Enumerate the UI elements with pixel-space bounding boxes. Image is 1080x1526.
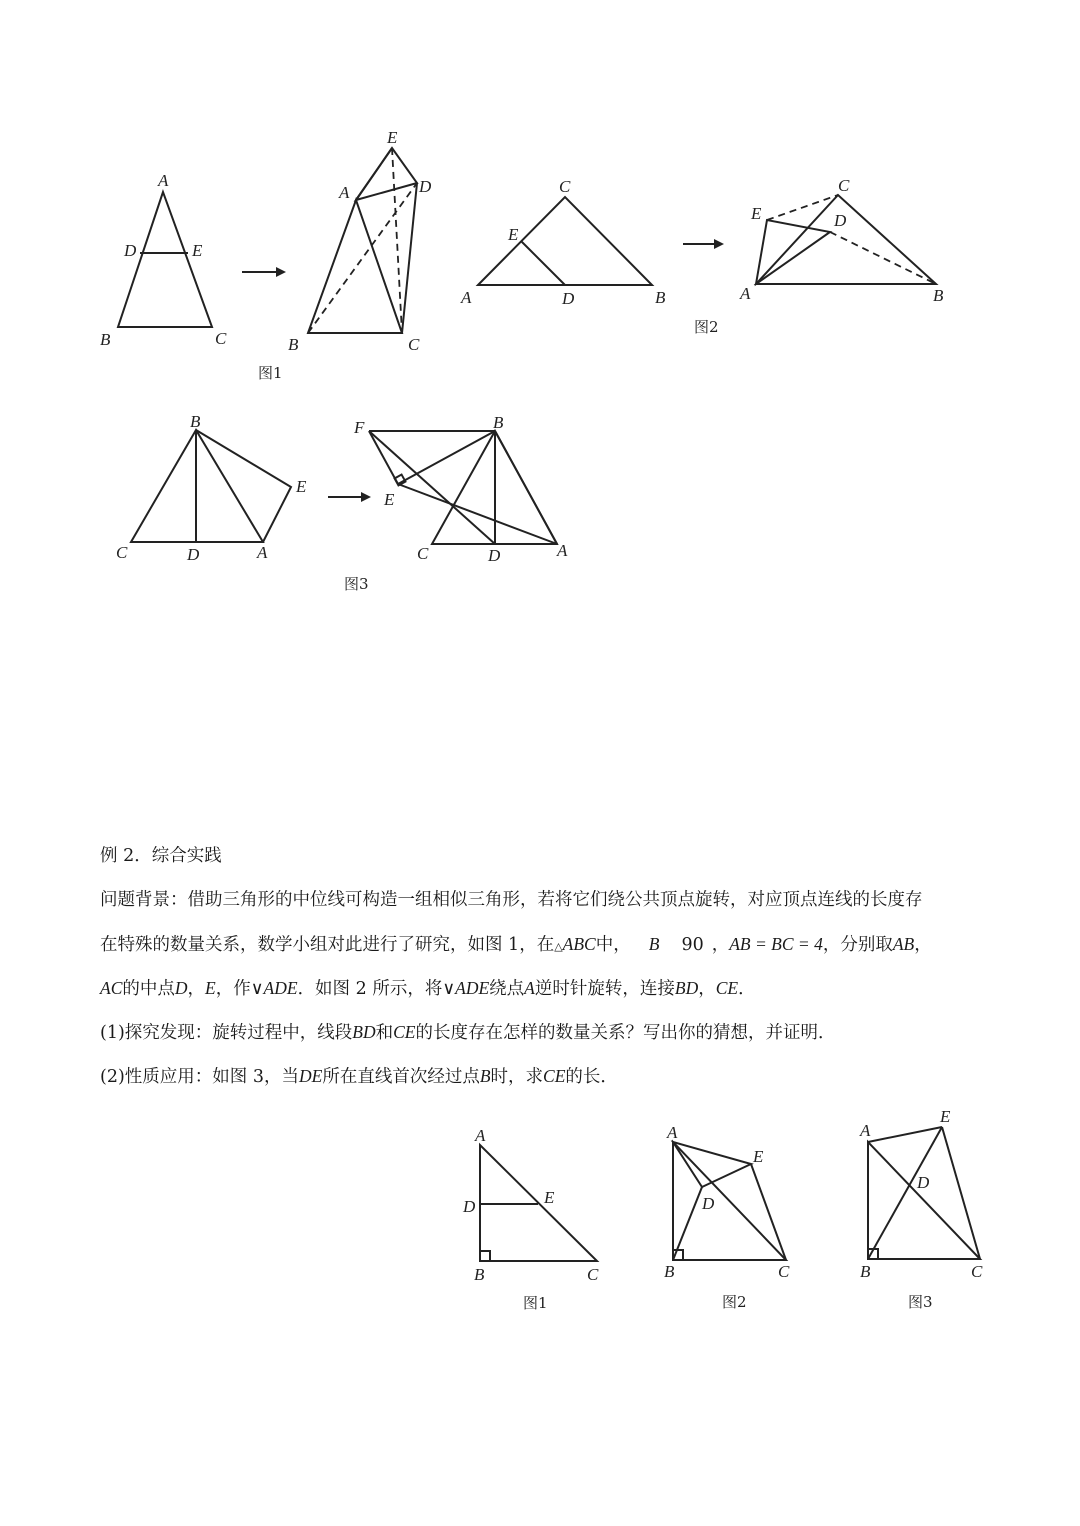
arrow-right-icon — [242, 267, 286, 277]
fig2-left-triangle — [478, 197, 652, 285]
problem-title: 例 2．综合实践 — [100, 846, 222, 866]
bottom-fig2-caption: 图2 — [722, 1293, 747, 1311]
arrow-right-icon — [328, 492, 371, 502]
bottom-fig3-caption: 图3 — [908, 1293, 933, 1311]
label-D: D — [419, 177, 432, 196]
question-2: (2)性质应用：如图 3，当DE所在直线首次经过点B时，求CE的长． — [100, 1066, 618, 1087]
label-B: B — [664, 1262, 675, 1281]
label-A: A — [667, 1123, 678, 1142]
bottom-fig2 — [673, 1142, 786, 1260]
label-E: E — [387, 128, 398, 147]
label-D: D — [124, 241, 137, 260]
label-D: D — [187, 545, 200, 564]
top-figures — [0, 0, 1080, 640]
bottom-fig1-right-triangle — [480, 1145, 597, 1261]
label-C: C — [116, 543, 128, 562]
label-C: C — [559, 177, 571, 196]
question-1: (1)探究发现：旋转过程中，线段BD和CE的长度存在怎样的数量关系？写出你的猜想，并证明． — [100, 1022, 836, 1043]
problem-background-line3: AC的中点D，E，作∨ADE．如图 2 所示，将∨ADE绕点A逆时针旋转，连接BD，CE． — [100, 978, 756, 999]
label-B: B — [655, 288, 666, 307]
label-A: A — [557, 541, 568, 560]
label-E: E — [753, 1147, 764, 1166]
label-E: E — [384, 490, 395, 509]
label-B: B — [288, 335, 299, 354]
label-A: A — [475, 1126, 486, 1145]
label-A: A — [339, 183, 350, 202]
problem-background-line1: 问题背景：借助三角形的中位线可构造一组相似三角形，若将它们绕公共顶点旋转，对应顶点连线的长度存 — [100, 890, 923, 910]
label-D: D — [702, 1194, 715, 1213]
label-B: B — [933, 286, 944, 305]
arrow-right-icon — [683, 239, 724, 249]
fig1-right-rotated — [308, 148, 417, 333]
label-B: B — [190, 412, 201, 431]
label-D: D — [917, 1173, 930, 1192]
label-D: D — [488, 546, 501, 565]
label-E: E — [508, 225, 519, 244]
label-D: D — [834, 211, 847, 230]
label-E: E — [751, 204, 762, 223]
fig2-right-rotated — [756, 195, 936, 284]
label-E: E — [544, 1188, 555, 1207]
label-D: D — [562, 289, 575, 308]
fig3-right-rotated — [369, 431, 557, 544]
label-B: B — [493, 413, 504, 432]
fig2-caption: 图2 — [694, 318, 719, 336]
label-A: A — [158, 171, 169, 190]
bottom-fig1-caption: 图1 — [523, 1294, 548, 1312]
label-D: D — [463, 1197, 476, 1216]
label-C: C — [778, 1262, 790, 1281]
label-C: C — [408, 335, 420, 354]
label-C: C — [587, 1265, 599, 1284]
label-B: B — [860, 1262, 871, 1281]
label-F: F — [354, 418, 365, 437]
label-C: C — [971, 1262, 983, 1281]
problem-background-line2: 在特殊的数量关系，数学小组对此进行了研究，如图 1，在△ABC中， B 90 ，AB = BC = 4，分别取AB， — [100, 934, 932, 955]
fig3-caption: 图3 — [344, 575, 369, 593]
label-A: A — [257, 543, 268, 562]
label-B: B — [100, 330, 111, 349]
label-C: C — [417, 544, 429, 563]
label-A: A — [461, 288, 472, 307]
label-B: B — [474, 1265, 485, 1284]
fig1-caption: 图1 — [258, 364, 283, 382]
bottom-fig3 — [868, 1127, 980, 1259]
label-C: C — [838, 176, 850, 195]
label-A: A — [860, 1121, 871, 1140]
label-C: C — [215, 329, 227, 348]
label-E: E — [192, 241, 203, 260]
label-E: E — [296, 477, 307, 496]
label-A: A — [740, 284, 751, 303]
fig3-left-triangle — [131, 430, 291, 542]
label-E: E — [940, 1107, 951, 1126]
